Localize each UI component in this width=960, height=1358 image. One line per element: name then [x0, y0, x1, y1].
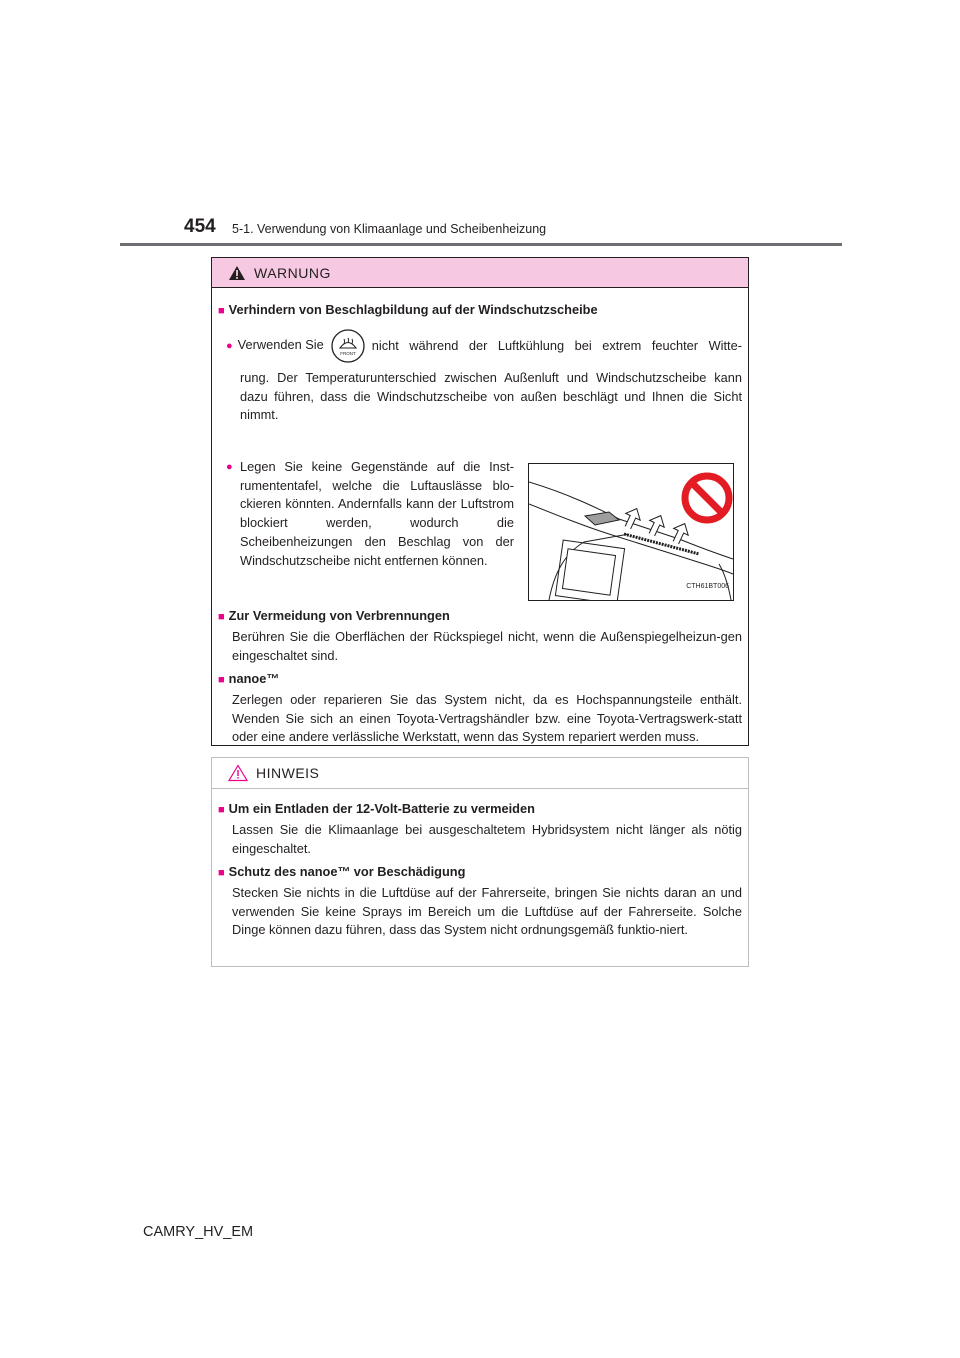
- notice-title: HINWEIS: [256, 765, 320, 781]
- warning-title: WARNUNG: [254, 264, 331, 281]
- bullet-dashboard-objects: ● Legen Sie keine Gegenstände auf die Inst-rumententafel, welche die Luftauslässe blo-ckieren könnten. Andernfalls kann der Luftstrom blockiert werden, wodurch die Scheibenheizungen den Beschlag von der Windschutzscheibe nicht entfernen können.: [226, 459, 514, 568]
- notice-box: [211, 757, 749, 967]
- page-number: 454: [184, 216, 216, 237]
- front-defroster-icon: [330, 328, 366, 364]
- footer-model-code: CAMRY_HV_EM: [143, 1224, 254, 1240]
- illustration-code: CTH61BT006: [686, 582, 729, 590]
- header-rule: [120, 243, 842, 246]
- square-bullet-icon: ■: [218, 804, 225, 816]
- square-bullet-icon: ■: [218, 674, 225, 686]
- bullet-front-defroster: ● Verwenden Sie FRONT nicht während der Luftkühlung bei extrem feuchter Witte- rung. Der Temperaturunterschied zwischen Außenluft und Windschutzscheibe kann dazu führen, dass die Windschutzscheibe von außen beschlägt und Ihnen die Sicht nimmt.: [226, 326, 742, 425]
- warning-heading-burns: ■ Zur Vermeidung von Verbrennungen: [218, 608, 450, 623]
- warning-text-nanoe: Zerlegen oder reparieren Sie das System nicht, da es Hochspannungsteile enthält. Wenden Sie sich an einen Toyota-Vertragshändler bzw. eine Toyota-Vertragswerk-statt oder eine andere verlässliche Werkstatt, wenn das System repariert werden muss.: [232, 692, 742, 744]
- square-bullet-icon: ■: [218, 305, 225, 317]
- round-bullet-icon: ●: [226, 340, 233, 353]
- svg-text:FRONT: FRONT: [340, 351, 356, 356]
- running-header: 5-1. Verwendung von Klimaanlage und Scheibenheizung: [232, 222, 547, 236]
- warning-header: [212, 258, 748, 288]
- warning-triangle-icon: [228, 265, 246, 281]
- dashboard-vent-illustration: [528, 463, 734, 601]
- warning-heading-nanoe: ■ nanoe™: [218, 671, 280, 686]
- notice-header: [212, 758, 748, 789]
- square-bullet-icon: ■: [218, 611, 225, 623]
- notice-text-battery: Lassen Sie die Klimaanlage bei ausgeschaltetem Hybridsystem nicht länger als nötig eingeschaltet.: [232, 822, 742, 856]
- notice-heading-nanoe: ■ Schutz des nanoe™ vor Beschädigung: [218, 864, 466, 879]
- notice-triangle-icon: [228, 764, 248, 782]
- notice-heading-battery: ■ Um ein Entladen der 12-Volt-Batterie zu vermeiden: [218, 801, 535, 816]
- warning-text-burns: Berühren Sie die Oberflächen der Rückspiegel nicht, wenn die Außenspiegelheizun-gen eingeschaltet sind.: [232, 629, 742, 663]
- round-bullet-icon: ●: [226, 461, 233, 473]
- warning-box: [211, 257, 749, 746]
- warning-heading-fog: ■ Verhindern von Beschlagbildung auf der Windschutzscheibe: [218, 302, 598, 317]
- square-bullet-icon: ■: [218, 867, 225, 879]
- notice-text-nanoe: Stecken Sie nichts in die Luftdüse auf der Fahrerseite, bringen Sie nichts daran an und verwenden Sie keine Sprays im Bereich um die Luftdüse auf der Fahrerseite. Solche Dinge können dazu führen, dass das System nicht ordnungsgemäß funktio-niert.: [232, 885, 742, 937]
